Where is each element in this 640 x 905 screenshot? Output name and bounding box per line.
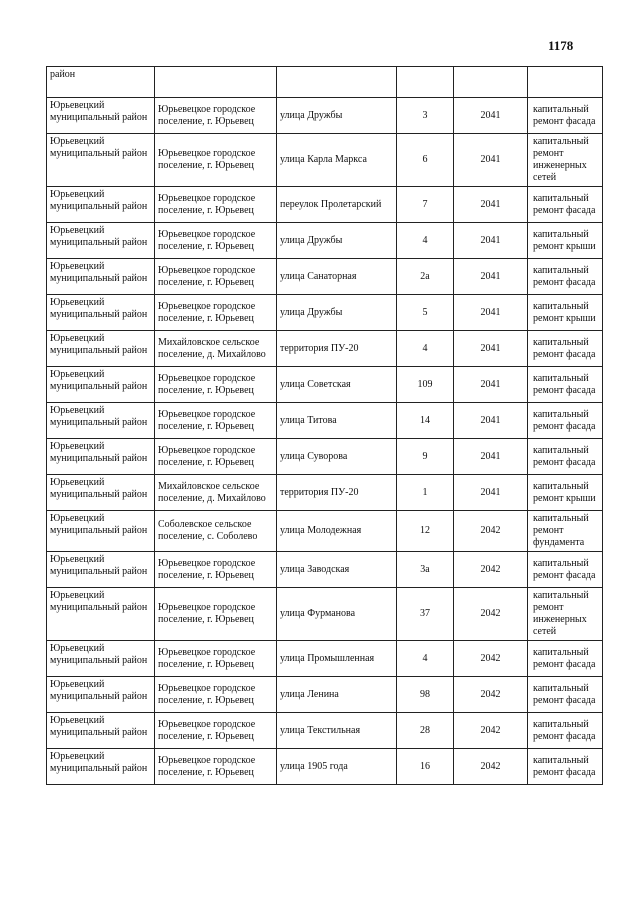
cell-house-number <box>397 67 454 98</box>
cell-settlement: Юрьевецкое городское поселение, г. Юрьевец <box>155 367 277 403</box>
cell-year: 2042 <box>454 552 528 588</box>
cell-work-type: капитальный ремонт крыши <box>528 223 603 259</box>
cell-street: территория ПУ-20 <box>277 331 397 367</box>
cell-street: улица Санаторная <box>277 259 397 295</box>
table-row <box>47 259 603 295</box>
cell-work-type: капитальный ремонт фасада <box>528 439 603 475</box>
cell-year: 2042 <box>454 749 528 785</box>
table-row <box>47 295 603 331</box>
cell-street: улица Титова <box>277 403 397 439</box>
cell-year: 2041 <box>454 187 528 223</box>
cell-district: Юрьевецкий муниципальный район <box>47 295 155 331</box>
cell-settlement: Соболевское сельское поселение, с. Соболево <box>155 511 277 552</box>
cell-district: Юрьевецкий муниципальный район <box>47 677 155 713</box>
cell-settlement: Юрьевецкое городское поселение, г. Юрьевец <box>155 134 277 187</box>
cell-district: Юрьевецкий муниципальный район <box>47 552 155 588</box>
cell-settlement: Юрьевецкое городское поселение, г. Юрьевец <box>155 677 277 713</box>
cell-settlement <box>155 67 277 98</box>
cell-work-type: капитальный ремонт фасада <box>528 98 603 134</box>
cell-work-type: капитальный ремонт фасада <box>528 641 603 677</box>
cell-district: Юрьевецкий муниципальный район <box>47 713 155 749</box>
cell-street: улица Ленина <box>277 677 397 713</box>
cell-street: улица Советская <box>277 367 397 403</box>
table-row <box>47 588 603 641</box>
cell-work-type: капитальный ремонт инженерных сетей <box>528 134 603 187</box>
cell-house-number: 4 <box>397 641 454 677</box>
cell-street: улица Заводская <box>277 552 397 588</box>
cell-street: улица Текстильная <box>277 713 397 749</box>
cell-street: улица Дружбы <box>277 295 397 331</box>
cell-settlement: Юрьевецкое городское поселение, г. Юрьевец <box>155 588 277 641</box>
cell-year: 2042 <box>454 511 528 552</box>
cell-settlement: Юрьевецкое городское поселение, г. Юрьевец <box>155 749 277 785</box>
page-number: 1178 <box>548 38 574 53</box>
cell-district: район <box>47 67 155 98</box>
cell-work-type: капитальный ремонт фасада <box>528 259 603 295</box>
cell-settlement: Юрьевецкое городское поселение, г. Юрьевец <box>155 295 277 331</box>
cell-house-number: 3 <box>397 98 454 134</box>
cell-district: Юрьевецкий муниципальный район <box>47 439 155 475</box>
table-row <box>47 713 603 749</box>
cell-year: 2041 <box>454 475 528 511</box>
cell-year: 2041 <box>454 403 528 439</box>
cell-district: Юрьевецкий муниципальный район <box>47 98 155 134</box>
cell-year: 2041 <box>454 439 528 475</box>
cell-street: улица Карла Маркса <box>277 134 397 187</box>
cell-settlement: Юрьевецкое городское поселение, г. Юрьевец <box>155 641 277 677</box>
table-row <box>47 134 603 187</box>
cell-year: 2042 <box>454 713 528 749</box>
cell-district: Юрьевецкий муниципальный район <box>47 134 155 187</box>
cell-house-number: 4 <box>397 331 454 367</box>
cell-house-number: 1 <box>397 475 454 511</box>
table-row-continued <box>47 67 603 98</box>
cell-street: улица Дружбы <box>277 98 397 134</box>
cell-district: Юрьевецкий муниципальный район <box>47 223 155 259</box>
table-row <box>47 223 603 259</box>
cell-work-type: капитальный ремонт фасада <box>528 713 603 749</box>
cell-street: улица Суворова <box>277 439 397 475</box>
cell-settlement: Юрьевецкое городское поселение, г. Юрьевец <box>155 187 277 223</box>
cell-district: Юрьевецкий муниципальный район <box>47 511 155 552</box>
cell-year: 2042 <box>454 588 528 641</box>
cell-work-type: капитальный ремонт фасада <box>528 187 603 223</box>
cell-house-number: 4 <box>397 223 454 259</box>
cell-district: Юрьевецкий муниципальный район <box>47 749 155 785</box>
cell-settlement: Юрьевецкое городское поселение, г. Юрьевец <box>155 98 277 134</box>
cell-house-number: 16 <box>397 749 454 785</box>
cell-house-number: 5 <box>397 295 454 331</box>
cell-work-type: капитальный ремонт фасада <box>528 367 603 403</box>
cell-street: переулок Пролетарский <box>277 187 397 223</box>
cell-settlement: Юрьевецкое городское поселение, г. Юрьевец <box>155 713 277 749</box>
cell-street: улица Фурманова <box>277 588 397 641</box>
cell-house-number: 3а <box>397 552 454 588</box>
cell-work-type: капитальный ремонт фасада <box>528 552 603 588</box>
cell-district: Юрьевецкий муниципальный район <box>47 331 155 367</box>
cell-settlement: Юрьевецкое городское поселение, г. Юрьевец <box>155 439 277 475</box>
cell-work-type: капитальный ремонт фасада <box>528 403 603 439</box>
cell-work-type: капитальный ремонт фасада <box>528 749 603 785</box>
table-row <box>47 187 603 223</box>
cell-house-number: 14 <box>397 403 454 439</box>
cell-district: Юрьевецкий муниципальный район <box>47 367 155 403</box>
cell-work-type <box>528 67 603 98</box>
cell-year: 2041 <box>454 259 528 295</box>
cell-house-number: 28 <box>397 713 454 749</box>
cell-house-number: 2а <box>397 259 454 295</box>
cell-house-number: 9 <box>397 439 454 475</box>
cell-year: 2042 <box>454 641 528 677</box>
cell-house-number: 7 <box>397 187 454 223</box>
table-row <box>47 749 603 785</box>
cell-settlement: Юрьевецкое городское поселение, г. Юрьевец <box>155 403 277 439</box>
table-row <box>47 439 603 475</box>
cell-street: улица Молодежная <box>277 511 397 552</box>
cell-street: улица 1905 года <box>277 749 397 785</box>
cell-house-number: 12 <box>397 511 454 552</box>
cell-district: Юрьевецкий муниципальный район <box>47 259 155 295</box>
table-row <box>47 552 603 588</box>
cell-district: Юрьевецкий муниципальный район <box>47 641 155 677</box>
cell-district: Юрьевецкий муниципальный район <box>47 475 155 511</box>
cell-work-type: капитальный ремонт фундамента <box>528 511 603 552</box>
repair-schedule-table <box>46 66 603 785</box>
cell-year: 2041 <box>454 98 528 134</box>
cell-district: Юрьевецкий муниципальный район <box>47 588 155 641</box>
cell-district: Юрьевецкий муниципальный район <box>47 187 155 223</box>
cell-year: 2041 <box>454 134 528 187</box>
cell-work-type: капитальный ремонт инженерных сетей <box>528 588 603 641</box>
table-row <box>47 367 603 403</box>
cell-work-type: капитальный ремонт крыши <box>528 295 603 331</box>
cell-house-number: 37 <box>397 588 454 641</box>
cell-year <box>454 67 528 98</box>
cell-street: улица Промышленная <box>277 641 397 677</box>
cell-street: улица Дружбы <box>277 223 397 259</box>
cell-work-type: капитальный ремонт фасада <box>528 677 603 713</box>
table-body <box>47 67 603 785</box>
cell-year: 2042 <box>454 677 528 713</box>
cell-house-number: 109 <box>397 367 454 403</box>
table-row <box>47 331 603 367</box>
cell-year: 2041 <box>454 367 528 403</box>
cell-settlement: Юрьевецкое городское поселение, г. Юрьевец <box>155 223 277 259</box>
cell-house-number: 6 <box>397 134 454 187</box>
cell-work-type: капитальный ремонт крыши <box>528 475 603 511</box>
cell-settlement: Юрьевецкое городское поселение, г. Юрьевец <box>155 259 277 295</box>
cell-street: территория ПУ-20 <box>277 475 397 511</box>
table-row <box>47 403 603 439</box>
cell-house-number: 98 <box>397 677 454 713</box>
table-row <box>47 98 603 134</box>
cell-settlement: Юрьевецкое городское поселение, г. Юрьевец <box>155 552 277 588</box>
table-row <box>47 475 603 511</box>
cell-year: 2041 <box>454 295 528 331</box>
cell-year: 2041 <box>454 331 528 367</box>
cell-street <box>277 67 397 98</box>
cell-work-type: капитальный ремонт фасада <box>528 331 603 367</box>
table-row <box>47 677 603 713</box>
cell-settlement: Михайловское сельское поселение, д. Михайлово <box>155 331 277 367</box>
table-row <box>47 511 603 552</box>
table-row <box>47 641 603 677</box>
cell-district: Юрьевецкий муниципальный район <box>47 403 155 439</box>
cell-settlement: Михайловское сельское поселение, д. Михайлово <box>155 475 277 511</box>
cell-year: 2041 <box>454 223 528 259</box>
